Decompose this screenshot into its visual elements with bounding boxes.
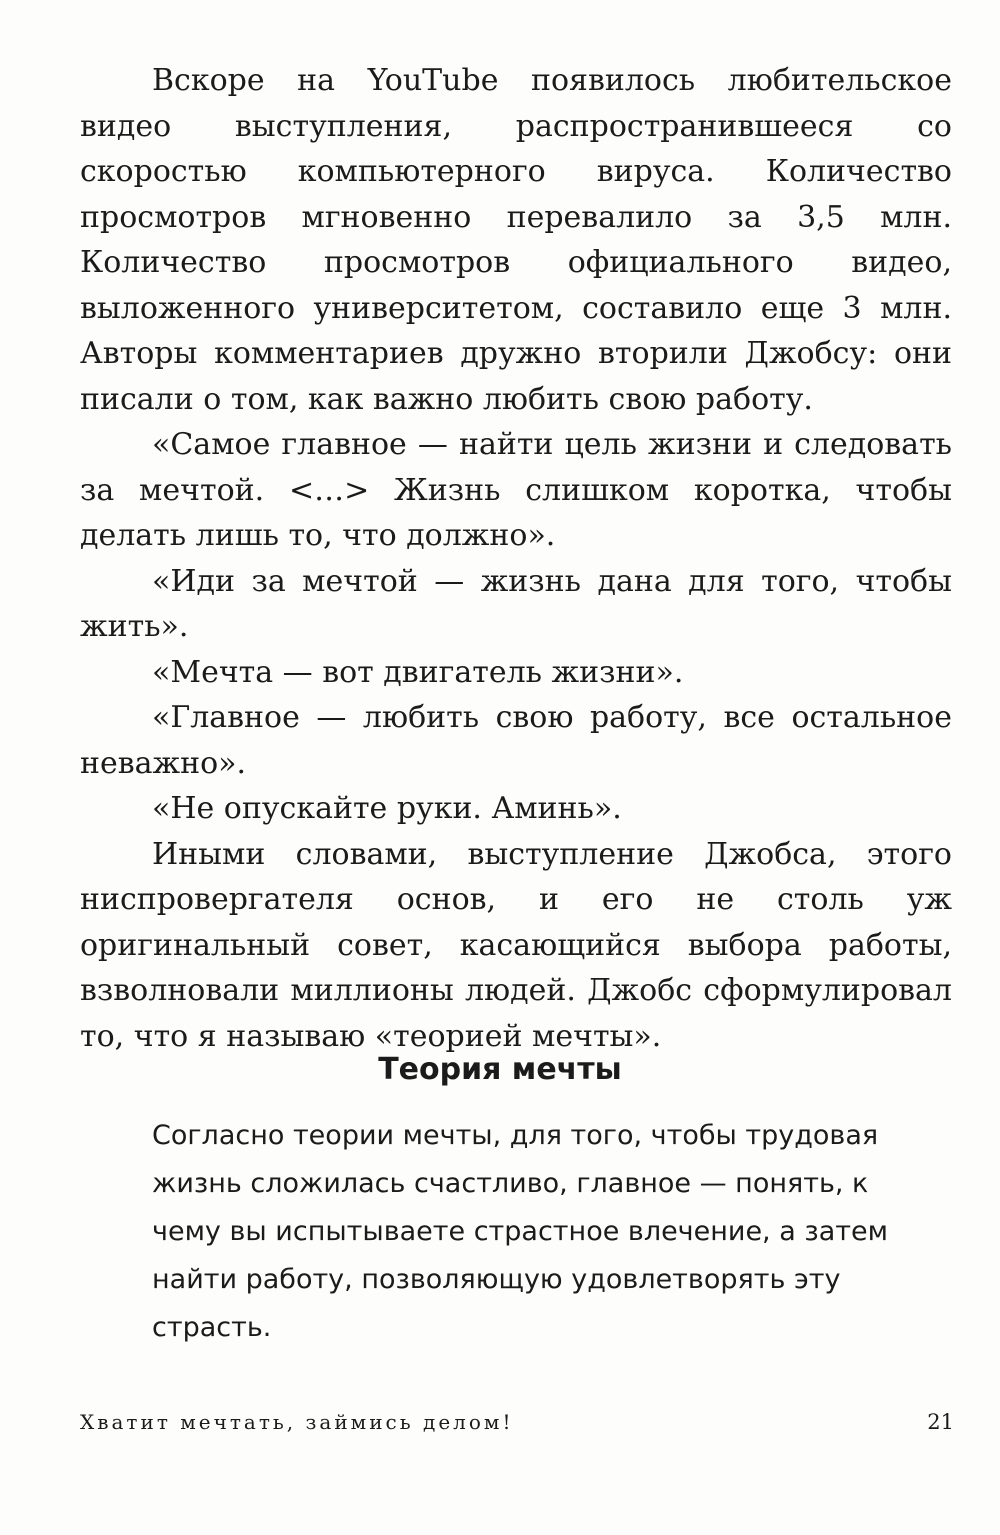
definition-callout: Согласно теории мечты, для того, чтобы трудовая жизнь сложилась счастливо, главное — понять, к чему вы испытываете страстное влечение, а затем найти работу, позволяющую удовлетворять эту страсть.	[152, 1120, 888, 1343]
quote-dream-engine: «Мечта — вот двигатель жизни».	[152, 654, 684, 690]
quote-love-work: «Главное — любить свою работу, все остальное неважно».	[80, 700, 952, 781]
section-heading: Теория мечты	[378, 1052, 622, 1087]
quote-main-goal: «Самое главное — найти цель жизни и следовать за мечтой. <…> Жизнь слишком коротка, чтобы делать лишь то, что должно».	[80, 427, 952, 553]
quote-follow-dream: «Иди за мечтой — жизнь дана для того, чтобы жить».	[80, 563, 952, 644]
paragraph-youtube: Вскоре на YouTube появилось любительское видео выступления, распространившееся со скоростью компьютерного вируса. Количество просмотров мгновенно перевалило за 3,5 млн. Количество просмотров официального видео, выложенного университетом, составило еще 3 млн. Авторы комментариев дружно вторили Джобсу: они писали о том, как важно любить свою работу.	[80, 63, 952, 417]
paragraph-conclusion: Иными словами, выступление Джобса, этого ниспровергателя основ, и его не столь уж оригинальный совет, касающийся выбора работы, взволновали миллионы людей. Джобс сформулировал то, что я называю «теорией мечты».	[80, 836, 952, 1054]
main-text	[80, 58, 952, 1059]
page-number: 21	[927, 1410, 954, 1434]
quote-dont-give-up: «Не опускайте руки. Аминь».	[152, 791, 622, 826]
running-footer-title: Хватит мечтать, займись делом!	[80, 1410, 514, 1434]
